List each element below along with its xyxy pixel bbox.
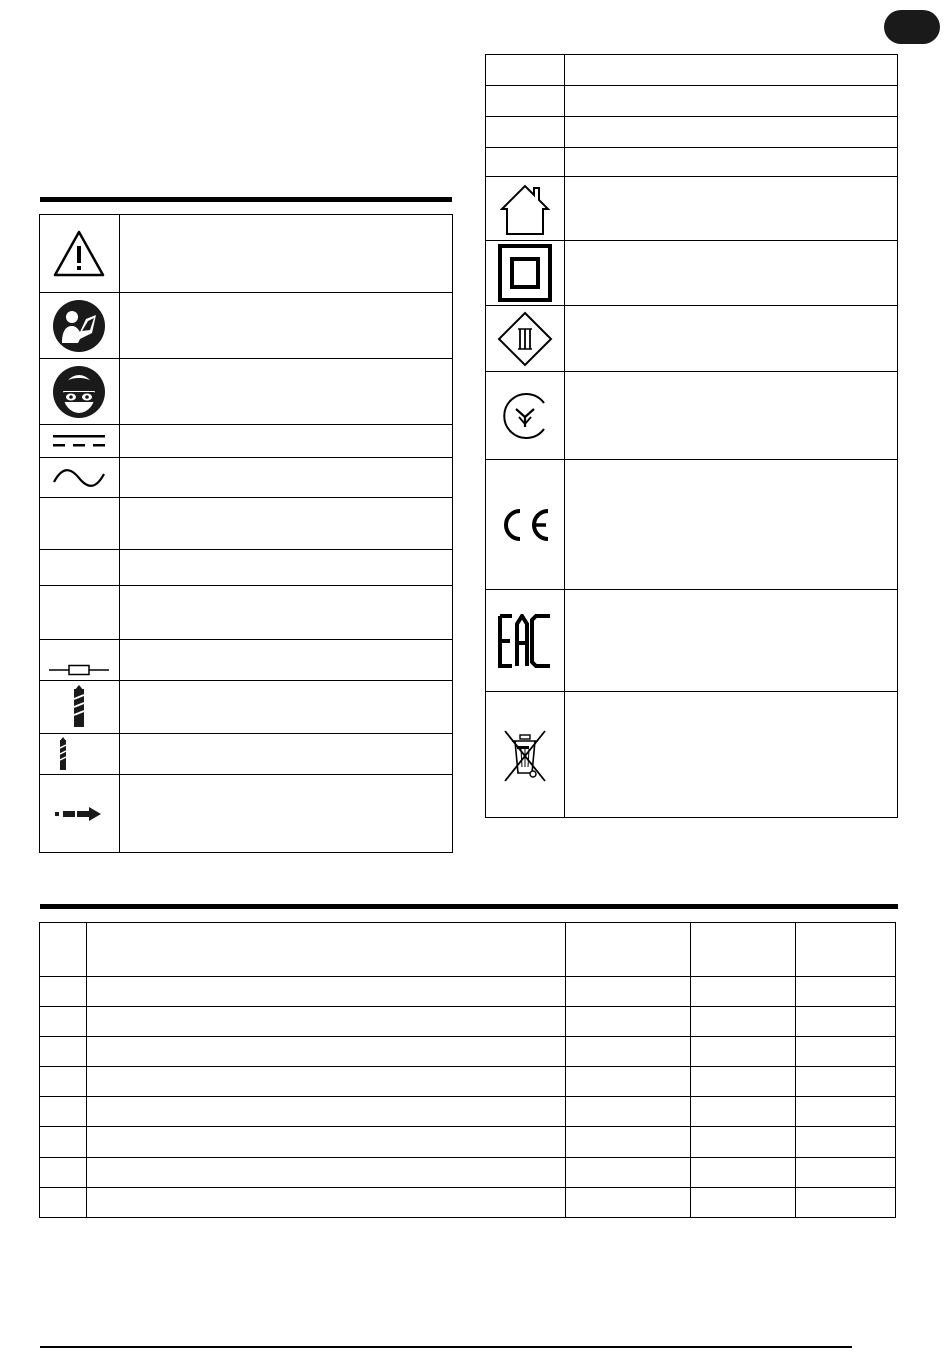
symbol-description <box>119 640 452 681</box>
language-badge <box>884 10 940 44</box>
table-cell <box>566 1158 691 1188</box>
symbol-description <box>564 86 897 117</box>
ukrainian-conformity-icon <box>500 391 550 441</box>
table-row <box>40 215 453 293</box>
table-row <box>40 586 453 640</box>
symbol-description <box>119 458 452 498</box>
table-row <box>40 640 453 681</box>
symbol-description <box>564 372 897 460</box>
table-cell <box>566 977 691 1007</box>
table-row <box>40 681 453 734</box>
table-cell <box>691 1067 796 1097</box>
table-cell <box>796 1097 896 1127</box>
symbol-icon-cell <box>486 148 565 177</box>
symbol-icon-cell <box>40 293 120 359</box>
symbol-description <box>564 55 897 86</box>
symbols-table-right <box>485 54 898 818</box>
table-cell <box>86 1127 565 1158</box>
table-cell <box>566 1127 691 1158</box>
table-cell <box>86 1158 565 1188</box>
table-row <box>40 1097 896 1127</box>
table-cell <box>40 1158 87 1188</box>
symbol-icon-cell <box>486 590 565 692</box>
header-cell <box>796 923 896 977</box>
symbol-icon-cell <box>40 498 120 550</box>
header-cell <box>40 923 87 977</box>
table-cell <box>86 1007 565 1037</box>
drill-bit-large-icon <box>71 685 87 729</box>
table-cell <box>796 1037 896 1067</box>
technical-data-table <box>39 922 896 1218</box>
symbol-icon-cell <box>40 425 120 458</box>
read-manual-icon <box>52 299 106 353</box>
symbols-heading-rule <box>40 197 452 202</box>
table-row <box>40 1037 896 1067</box>
table-row <box>40 550 453 586</box>
symbol-icon-cell <box>40 734 120 775</box>
symbol-description <box>119 550 452 586</box>
table-row <box>486 117 898 148</box>
symbol-description <box>119 586 452 640</box>
header-cell <box>566 923 691 977</box>
table-row <box>486 372 898 460</box>
table-cell <box>691 1097 796 1127</box>
table-row <box>40 1127 896 1158</box>
table-cell <box>86 1097 565 1127</box>
symbol-icon-cell <box>40 775 120 853</box>
fuse-icon <box>49 664 109 676</box>
symbol-description <box>564 148 897 177</box>
table-row <box>486 306 898 372</box>
symbol-description <box>119 293 452 359</box>
table-row <box>40 734 453 775</box>
symbol-description <box>119 681 452 734</box>
symbol-icon-cell <box>40 586 120 640</box>
weee-crossed-bin-icon <box>501 727 549 783</box>
table-row <box>486 177 898 241</box>
direct-current-icon <box>52 432 106 450</box>
table-cell <box>796 1127 896 1158</box>
table-row <box>40 359 453 425</box>
indoor-use-icon <box>498 182 552 236</box>
table-cell <box>566 1188 691 1218</box>
symbol-icon-cell <box>40 458 120 498</box>
table-row <box>486 241 898 306</box>
table-row <box>40 293 453 359</box>
symbol-description <box>564 117 897 148</box>
class-iii-icon <box>497 311 553 367</box>
table-cell <box>40 1007 87 1037</box>
symbol-description <box>119 498 452 550</box>
symbol-icon-cell <box>486 241 565 306</box>
table-cell <box>796 1158 896 1188</box>
footer-rule <box>40 1346 852 1348</box>
table-row <box>40 498 453 550</box>
table-cell <box>566 1037 691 1067</box>
table-row <box>40 977 896 1007</box>
table-cell <box>40 1127 87 1158</box>
header-cell <box>691 923 796 977</box>
class-ii-insulation-icon <box>498 244 552 302</box>
table-cell <box>566 1067 691 1097</box>
table-row <box>40 1007 896 1037</box>
eye-protection-icon <box>52 365 106 419</box>
table-cell <box>40 977 87 1007</box>
table-header-row <box>40 923 896 977</box>
warning-triangle-icon <box>52 229 106 279</box>
table-cell <box>691 1007 796 1037</box>
table-cell <box>40 1037 87 1067</box>
symbol-description <box>564 241 897 306</box>
symbol-description <box>119 425 452 458</box>
symbol-description <box>119 775 452 853</box>
eac-mark-icon <box>498 614 552 668</box>
table-row <box>486 692 898 818</box>
symbol-icon-cell <box>486 460 565 590</box>
symbol-description <box>564 306 897 372</box>
table-row <box>40 1067 896 1097</box>
alternating-current-icon <box>52 467 106 489</box>
table-cell <box>691 1127 796 1158</box>
symbol-icon-cell <box>486 177 565 241</box>
symbol-icon-cell <box>40 359 120 425</box>
table-cell <box>40 1188 87 1218</box>
technical-data-heading-rule <box>40 904 898 909</box>
drill-bit-small-icon <box>58 737 68 771</box>
table-row <box>40 1158 896 1188</box>
table-row <box>486 460 898 590</box>
table-cell <box>86 1037 565 1067</box>
symbol-icon-cell <box>486 306 565 372</box>
table-cell <box>566 1097 691 1127</box>
table-cell <box>796 977 896 1007</box>
table-row <box>40 425 453 458</box>
symbol-icon-cell <box>486 372 565 460</box>
header-cell <box>86 923 565 977</box>
table-cell <box>796 1007 896 1037</box>
table-cell <box>40 1097 87 1127</box>
symbol-description <box>564 692 897 818</box>
table-row <box>40 775 453 853</box>
table-row <box>486 590 898 692</box>
table-cell <box>40 1067 87 1097</box>
symbol-icon-cell <box>40 550 120 586</box>
table-row <box>40 458 453 498</box>
table-row <box>486 55 898 86</box>
symbol-description <box>564 177 897 241</box>
symbol-icon-cell <box>486 117 565 148</box>
direction-arrow-icon <box>55 806 103 822</box>
symbol-icon-cell <box>486 692 565 818</box>
table-cell <box>86 1188 565 1218</box>
table-cell <box>86 977 565 1007</box>
table-cell <box>796 1067 896 1097</box>
symbol-icon-cell <box>40 640 120 681</box>
table-cell <box>691 977 796 1007</box>
symbol-description <box>119 359 452 425</box>
symbol-icon-cell <box>486 55 565 86</box>
symbol-icon-cell <box>486 86 565 117</box>
table-row <box>486 148 898 177</box>
table-cell <box>691 1037 796 1067</box>
symbol-description <box>119 734 452 775</box>
symbol-icon-cell <box>40 681 120 734</box>
table-cell <box>566 1007 691 1037</box>
symbol-description <box>564 590 897 692</box>
symbol-icon-cell <box>40 215 120 293</box>
table-row <box>40 1188 896 1218</box>
table-cell <box>691 1188 796 1218</box>
symbol-description <box>119 215 452 293</box>
table-cell <box>86 1067 565 1097</box>
symbol-description <box>564 460 897 590</box>
symbols-table-left <box>39 214 453 853</box>
table-cell <box>691 1158 796 1188</box>
table-row <box>486 86 898 117</box>
ce-mark-icon <box>498 507 552 543</box>
table-cell <box>796 1188 896 1218</box>
